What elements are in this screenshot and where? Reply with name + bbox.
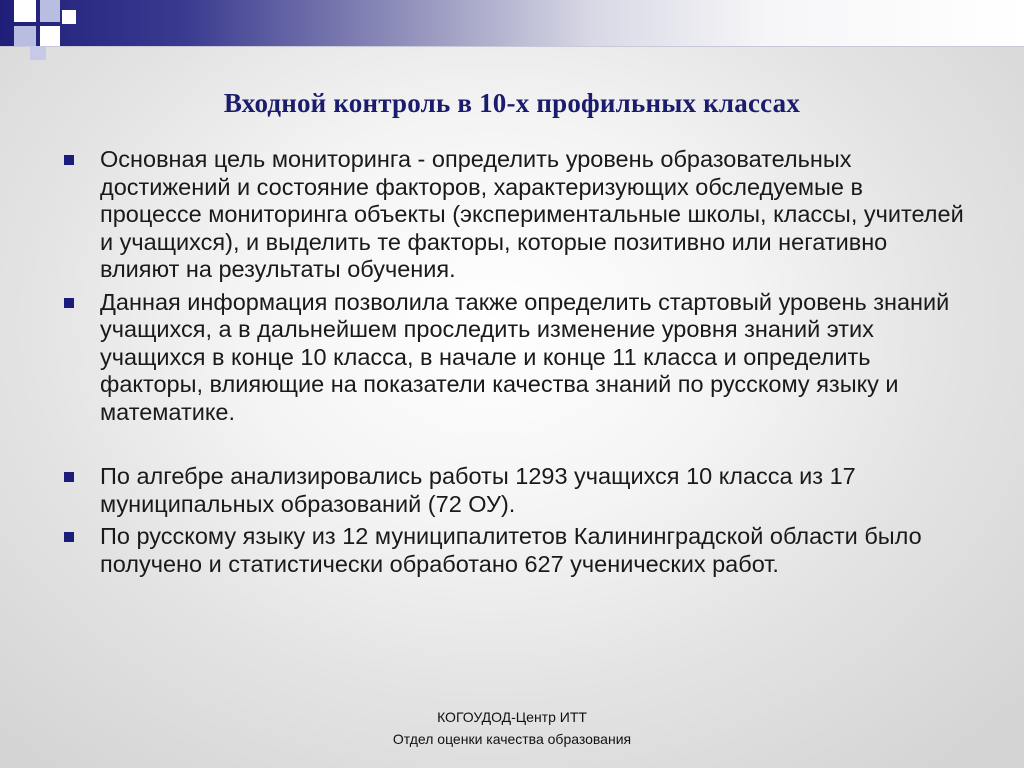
footer-department: Отдел оценки качества образования xyxy=(392,731,632,747)
footer-organization: КОГОУДОД-Центр ИТТ xyxy=(437,709,587,725)
header-divider xyxy=(0,46,1024,47)
bullet-text: Данная информация позволила также определить стартовый уровень знаний учащихся, а в дальнейшем проследить изменение уровня знаний этих учащихся в конце 10 класса, в начале и конце 11 класса и определить факторы, влияющие на показатели качества знаний по русскому языку и математике. xyxy=(100,288,950,425)
slide-footer xyxy=(0,706,1024,750)
square-bullet-icon xyxy=(64,155,74,165)
decor-square xyxy=(40,0,60,22)
decor-square xyxy=(40,26,60,46)
square-bullet-icon xyxy=(64,298,74,308)
square-bullet-icon xyxy=(64,532,74,542)
square-bullet-icon xyxy=(64,472,74,482)
decor-square xyxy=(62,10,76,24)
bullet-item xyxy=(64,463,964,518)
decor-square xyxy=(30,46,46,60)
bullet-item xyxy=(64,146,964,284)
header-band xyxy=(0,0,1024,46)
bullet-list xyxy=(64,146,964,583)
bullet-text: По алгебре анализировались работы 1293 учащихся 10 класса из 17 муниципальных образований (72 ОУ). xyxy=(100,463,856,517)
bullet-item xyxy=(64,289,964,427)
bullet-text: По русскому языку из 12 муниципалитетов Калининградской области было получено и статистически обработано 627 ученических работ. xyxy=(100,523,922,577)
decor-square xyxy=(14,26,36,46)
bullet-text: Основная цель мониторинга - определить уровень образовательных достижений и состояние факторов, характеризующих обследуемые в процессе мониторинга объекты (экспериментальные школы, классы, учителей и учащихся), и выделить те факторы, которые позитивно или негативно влияют на результаты обучения. xyxy=(100,146,964,282)
decor-square xyxy=(14,0,36,22)
slide-title: Входной контроль в 10-х профильных классах xyxy=(223,88,801,118)
bullet-item xyxy=(64,523,964,578)
